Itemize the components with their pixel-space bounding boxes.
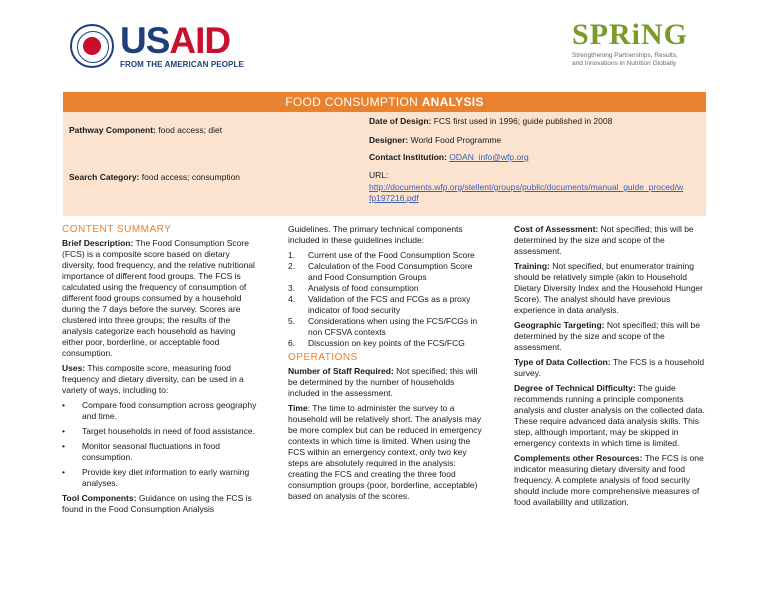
geo-label: Geographic Targeting: — [514, 320, 605, 330]
designer-value: World Food Programme — [408, 135, 502, 145]
column-2 — [288, 224, 484, 506]
list-item: • Compare food consumption across geography and time. — [62, 400, 258, 422]
search-category-label: Search Category: — [69, 172, 140, 182]
guidelines-text: Guidelines. The primary technical components included in these guidelines include: — [288, 224, 463, 245]
type-label: Type of Data Collection: — [514, 357, 611, 367]
time-text: : The time to administer the survey to a household will be relatively short. The analysis may be more complex but can be reduced in emergency contexts in which time is limited. When using the FCS within an emergency context, only two key steps are absolutely required in the analysis: creating the FCS and creating the three food consumption groups (poor, borderline, acceptable) based on analysis of the scores. — [288, 403, 482, 501]
list-item: • Provide key diet information to early warning analyses. — [62, 467, 258, 489]
usaid-logo-aid: AID — [169, 20, 231, 61]
date-of-design-row — [369, 116, 612, 126]
date-of-design-label: Date of Design: — [369, 116, 432, 126]
url-line-2[interactable]: fp197216.pdf — [369, 193, 419, 203]
uses-list — [62, 400, 258, 489]
usaid-logo-us: US — [120, 20, 170, 61]
usaid-seal-icon — [70, 24, 114, 68]
usaid-tagline: FROM THE AMERICAN PEOPLE — [120, 60, 244, 69]
title-bold: ANALYSIS — [421, 95, 484, 109]
degree-text: The guide recommends running a principle components analysis and cluster analysis on the collected data. These require advanced data analysis skills. This step, although important, may be skipped in emergency contexts in which time is limited. — [514, 383, 705, 448]
operations-heading: OPERATIONS — [288, 352, 358, 363]
complements-other-resources — [514, 453, 708, 508]
designer-row — [369, 135, 501, 145]
page-header — [0, 0, 768, 90]
pathway-row — [69, 125, 222, 135]
training-label: Training: — [514, 261, 550, 271]
uses-text: This composite score, measuring food frequency and dietary diversity, can be used in a variety of ways, including to: — [62, 363, 244, 395]
list-item: 4. Validation of the FCS and FCGs as a proxy indicator of food security — [288, 294, 471, 315]
pathway-label: Pathway Component: — [69, 125, 156, 135]
tool-components-text: Guidance on using the FCS is found in the Food Consumption Analysis — [62, 493, 252, 514]
url-label: URL: — [369, 170, 389, 180]
tool-components — [62, 493, 258, 515]
content-summary-heading: CONTENT SUMMARY — [62, 224, 172, 235]
title-banner — [63, 92, 706, 112]
spring-logo — [572, 20, 702, 68]
training-text: Not specified, but enumerator training should be relatively simple (akin to Household Dietary Diversity Index and the Household Hunger Score). The analyst should have previous experience in data analysis. — [514, 261, 703, 315]
cost-text: Not specified; this will be determined by the size and scope of the assessment. — [514, 224, 694, 256]
pathway-value: food access; diet — [155, 125, 223, 135]
spring-logo-word: SPRiNG — [572, 18, 689, 51]
list-item: 3. Analysis of food consumption — [288, 283, 419, 293]
spring-tagline-1: Strengthening Partnerships, Results, — [572, 52, 678, 59]
column-1 — [62, 224, 258, 519]
staff-required — [288, 366, 484, 399]
type-text: The FCS is a household survey. — [514, 357, 705, 378]
list-item: • Monitor seasonal fluctuations in food consumption. — [62, 441, 258, 463]
info-box — [63, 112, 706, 216]
components-list — [288, 250, 484, 349]
date-of-design-value: FCS first used in 1996; guide published in 2008 — [431, 116, 613, 126]
time-label: Time — [288, 403, 308, 413]
contact-label: Contact Institution: — [369, 152, 447, 162]
url-line-1[interactable]: http://documents.wfp.org/stellent/groups/public/documents/manual_guide_proced/w — [369, 182, 684, 192]
cost-of-assessment — [514, 224, 708, 257]
brief-description — [62, 238, 258, 359]
time — [288, 403, 484, 502]
degree-label: Degree of Technical Difficulty: — [514, 383, 636, 393]
geo-text: Not specified; this will be determined by the size and scope of the assessment. — [514, 320, 700, 352]
staff-required-text: Not specified; this will be determined by the number of households included in the assessment. — [288, 366, 478, 398]
search-category-value: food access; consumption — [139, 172, 241, 182]
training — [514, 261, 708, 316]
designer-label: Designer: — [369, 135, 409, 145]
column-3 — [514, 224, 708, 512]
complements-text: The FCS is one indicator measuring dietary diversity and food frequency. A complete analysis of food security should include more comprehensive measures of food availability and utilization. — [514, 453, 704, 507]
brief-description-label: Brief Description: — [62, 238, 134, 248]
contact-email-link[interactable]: ODAN_info@wfp.org — [449, 152, 529, 162]
cost-label: Cost of Assessment: — [514, 224, 599, 234]
geographic-targeting — [514, 320, 708, 353]
degree-of-difficulty — [514, 383, 708, 449]
uses — [62, 363, 258, 396]
list-item: 6. Discussion on key points of the FCS/FCG — [288, 338, 465, 348]
title-light: FOOD CONSUMPTION — [285, 95, 422, 109]
list-item: 5. Considerations when using the FCS/FCGs in non CFSVA contexts — [288, 316, 478, 337]
contact-row — [369, 152, 529, 162]
list-item: • Target households in need of food assistance. — [62, 426, 258, 437]
spring-tagline-2: and Innovations in Nutrition Globally — [572, 60, 677, 67]
usaid-logo — [70, 18, 244, 74]
list-item: 2. Calculation of the Food Consumption Score and Food Consumption Groups — [288, 261, 473, 282]
uses-label: Uses: — [62, 363, 86, 373]
complements-label: Complements other Resources: — [514, 453, 643, 463]
brief-description-text: The Food Consumption Score (FCS) is a composite score based on dietary diversity, food frequency, and the relative nutritional importance of different food groups. The FCS is calculated using the frequency of consumption of different food groups consumed by a household during the 7 days before the survey. Scores are clustered into three groups; the results of the analysis categorize each household as having either poor, borderline, or acceptable food consumption. — [62, 238, 255, 358]
search-category-row — [69, 172, 240, 182]
tool-components-label: Tool Components: — [62, 493, 137, 503]
url-link[interactable] — [369, 182, 683, 204]
type-of-data-collection — [514, 357, 708, 379]
list-item: 1. Current use of the Food Consumption Score — [288, 250, 475, 260]
staff-required-label: Number of Staff Required: — [288, 366, 394, 376]
